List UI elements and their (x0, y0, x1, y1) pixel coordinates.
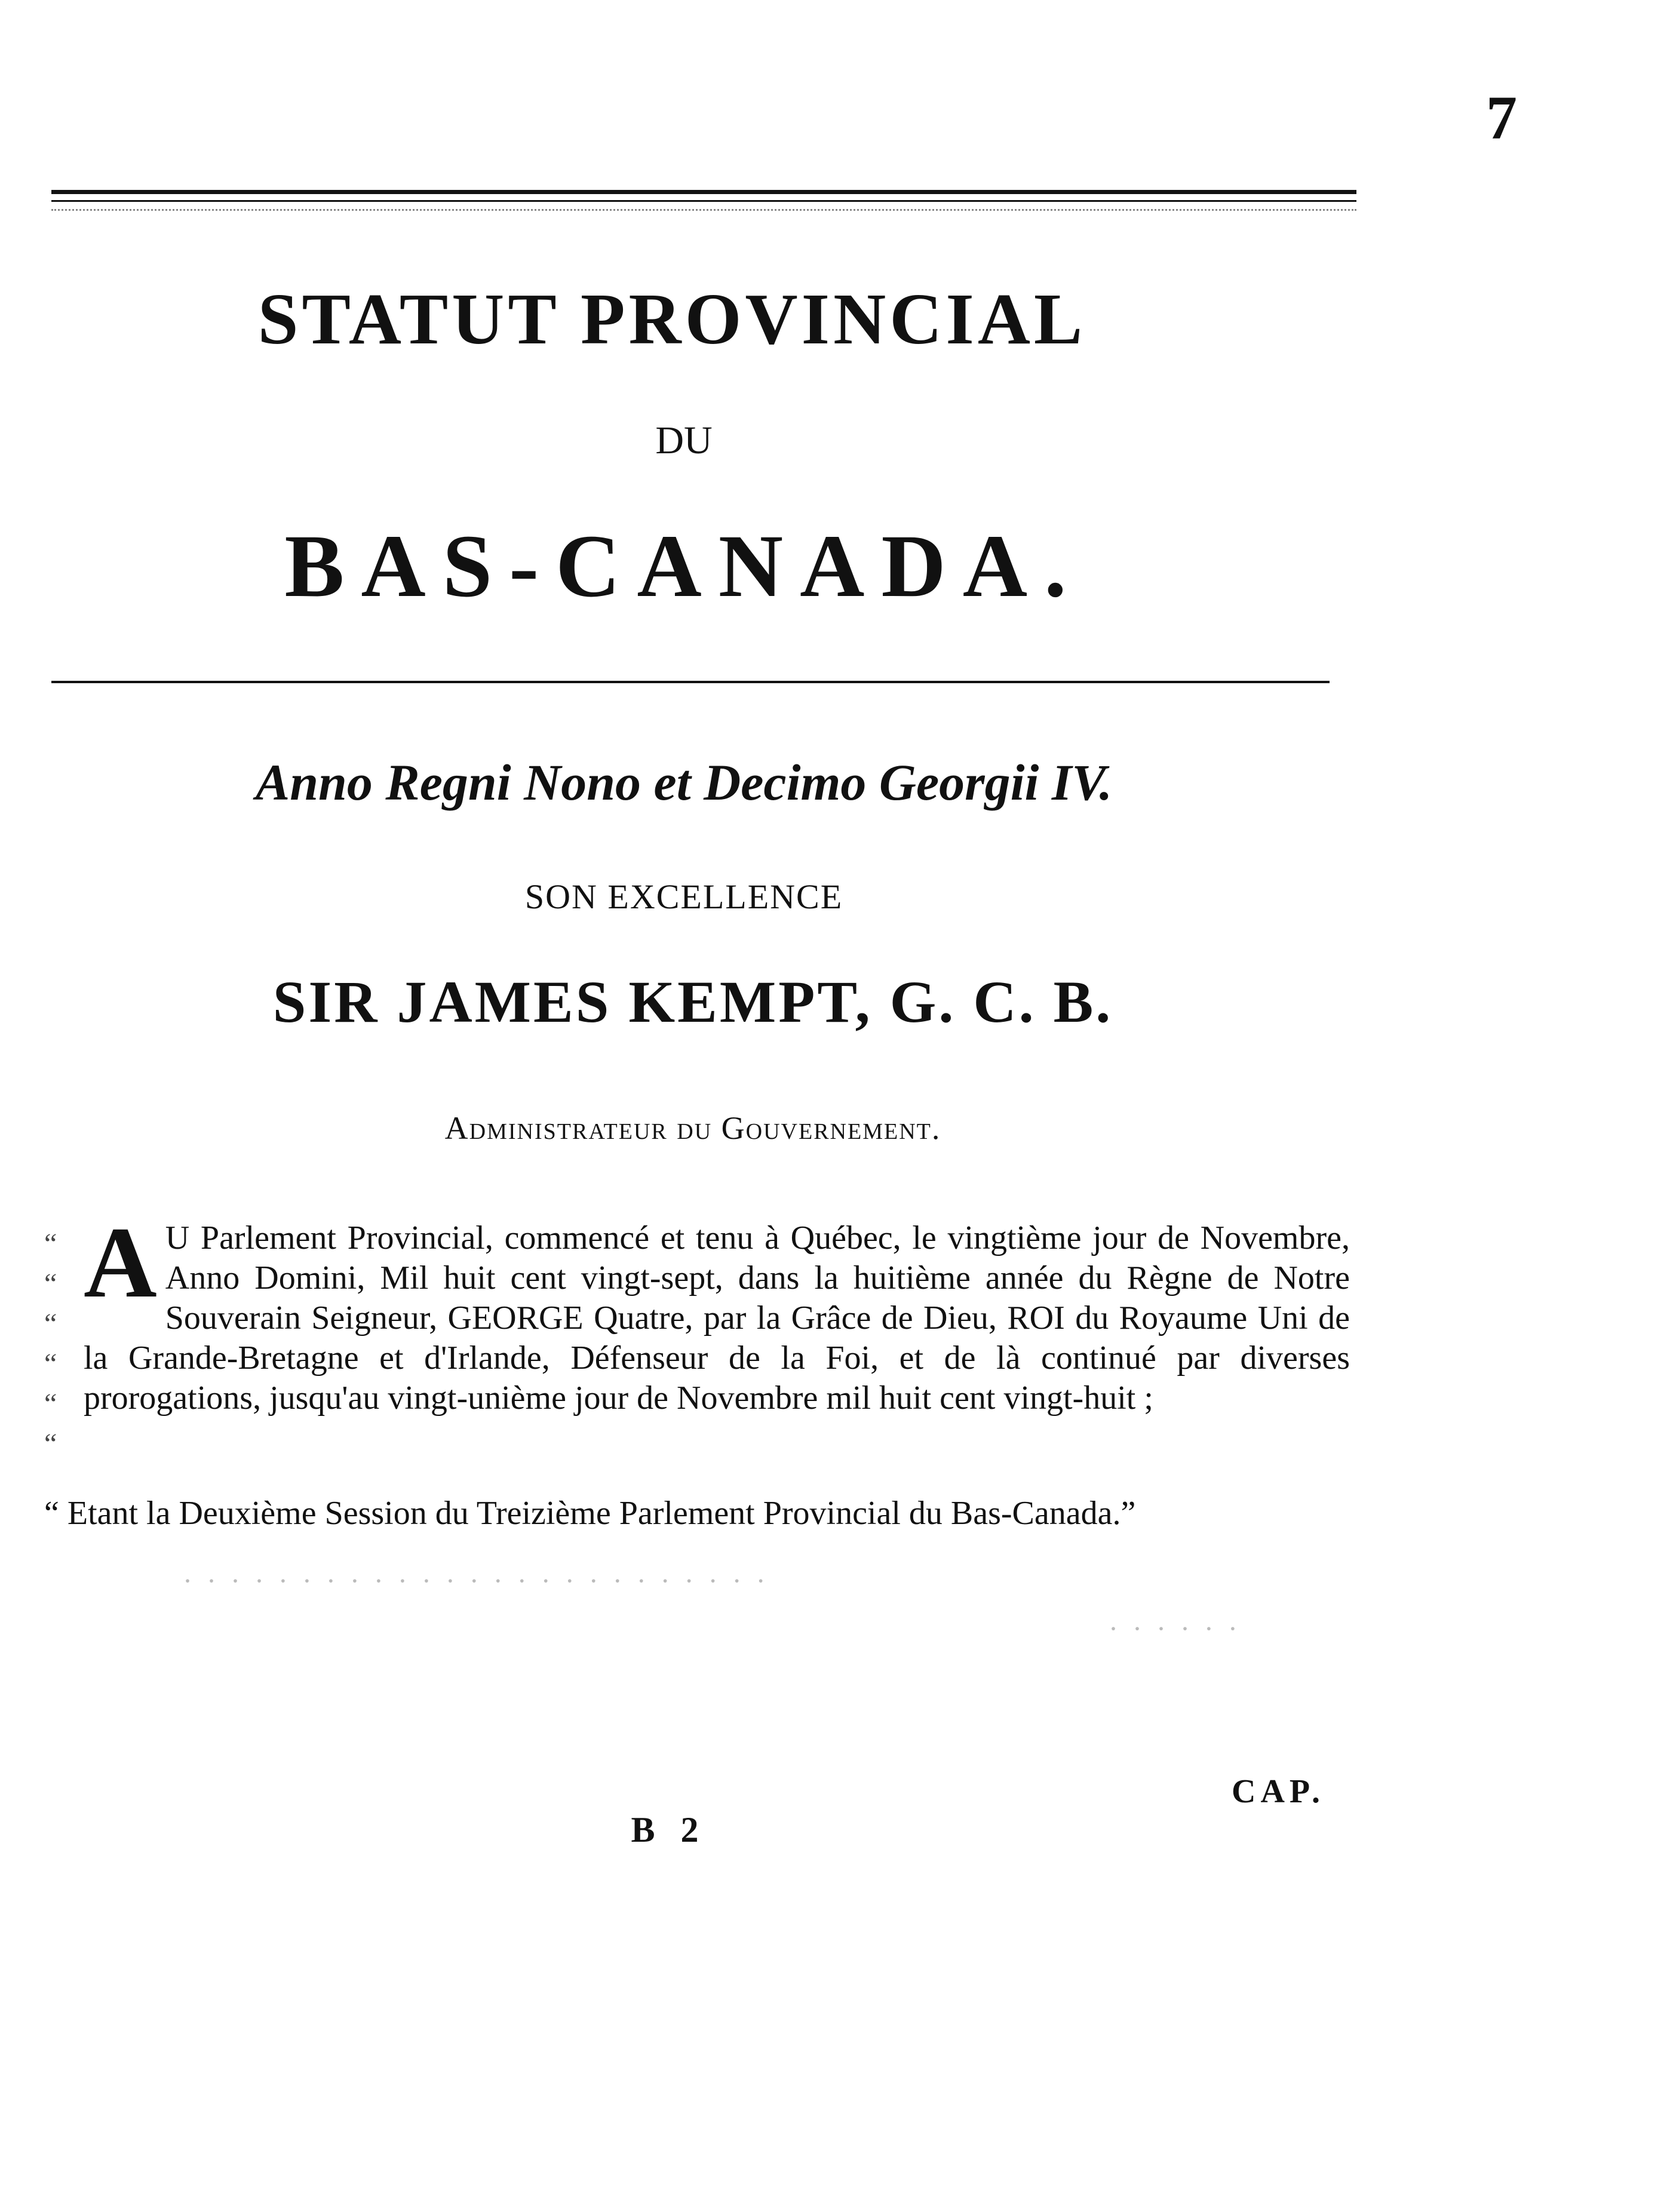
bleed-through-2: · · · · · · (1105, 1613, 1238, 1645)
regnal-year: Anno Regni Nono et Decimo Georgii IV. (255, 754, 1113, 811)
catchword: CAP. (1232, 1773, 1325, 1810)
governor-name: SIR JAMES KEMPT, G. C. B. (272, 969, 1113, 1035)
administrator-title: Administrateur du Gouvernement. (444, 1110, 941, 1146)
top-double-rule (51, 190, 1356, 202)
title-du: DU (655, 419, 713, 462)
proclamation-text: U Parlement Provincial, commencé et tenu à Québec, le vingtième jour de Novembre, Anno Domini, Mil huit cent vingt-sept, dans la huitième année du Règne de Notre Souverain Seigneur, GEORGE Quatre, par la Grâce de Dieu, ROI du Royaume Uni de la Grande-Bretagne et d'Irlande, Défenseur de la Foi, et de là continué par diverses prorogations, jusqu'au vingt-unième jour de Novembre mil huit cent vingt-huit ; (84, 1219, 1350, 1417)
statute-title: STATUT PROVINCIAL (257, 279, 1086, 360)
proclamation-paragraph (84, 1206, 1350, 1418)
page-number: 7 (1486, 84, 1517, 152)
bleed-through-1: · · · · · · · · · · · · · · · · · · · · · · · · · (179, 1565, 766, 1597)
top-dotted-rule (51, 203, 1356, 211)
excellence-heading: SON EXCELLENCE (524, 877, 843, 916)
signature-mark: B 2 (631, 1810, 707, 1850)
session-line: “ Etant la Deuxième Session du Treizième Parlement Provincial du Bas-Canada.” (44, 1495, 1136, 1532)
country-title: BAS-CANADA. (284, 517, 1083, 616)
drop-cap: A (84, 1206, 157, 1319)
middle-rule (51, 681, 1330, 683)
